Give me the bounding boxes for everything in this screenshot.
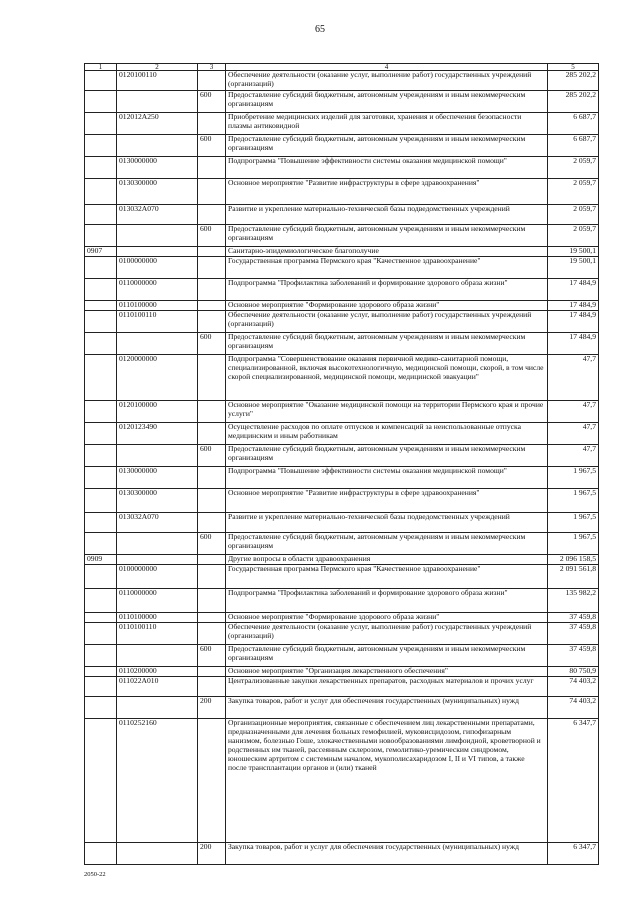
section-code-cell — [85, 300, 117, 310]
section-code-cell — [85, 113, 117, 135]
table-row — [85, 676, 599, 696]
target-code-cell: 0100000000 — [117, 564, 198, 588]
amount-cell: 37 459,8 — [548, 644, 599, 666]
column-header-target-code: 2 — [117, 64, 198, 71]
expense-type-cell — [198, 612, 226, 622]
expense-type-cell — [198, 354, 226, 400]
amount-cell: 6 347,7 — [548, 842, 599, 864]
section-code-cell — [85, 488, 117, 512]
description-cell: Подпрограмма "Совершенствование оказания первичной медико-санитарной помощи, специализированной, включая высокотехнологичную, медицинской помощи, скорой, в том числе скорой специализированной, медицинской помощи, медицинской эвакуации" — [226, 354, 548, 400]
target-code-cell: 0120000000 — [117, 354, 198, 400]
expense-type-cell — [198, 622, 226, 644]
description-cell: Подпрограмма "Повышение эффективности системы оказания медицинской помощи" — [226, 157, 548, 179]
expense-type-cell — [198, 676, 226, 696]
description-cell: Закупка товаров, работ и услуг для обеспечения государственных (муниципальных) нужд — [226, 696, 548, 718]
description-cell: Подпрограмма "Профилактика заболеваний и формирование здорового образа жизни" — [226, 278, 548, 300]
table-row — [85, 554, 599, 564]
target-code-cell — [117, 842, 198, 864]
amount-cell: 17 484,9 — [548, 300, 599, 310]
target-code-cell: 0110100110 — [117, 310, 198, 332]
description-cell: Основное мероприятие "Развитие инфраструктуры в сфере здравоохранения" — [226, 488, 548, 512]
description-cell: Основное мероприятие "Формирование здорового образа жизни" — [226, 300, 548, 310]
section-code-cell — [85, 256, 117, 278]
section-code-cell — [85, 532, 117, 554]
table-row — [85, 113, 599, 135]
description-cell: Предоставление субсидий бюджетным, автономным учреждениям и иным некоммерческим организациям — [226, 91, 548, 113]
target-code-cell: 013032А070 — [117, 512, 198, 532]
description-cell: Приобретение медицинских изделий для заготовки, хранения и обеспечения безопасности плазмы антиковидной — [226, 113, 548, 135]
amount-cell: 1 967,5 — [548, 488, 599, 512]
description-cell: Другие вопросы в области здравоохранения — [226, 554, 548, 564]
section-code-cell — [85, 612, 117, 622]
section-code-cell — [85, 157, 117, 179]
target-code-cell: 0100000000 — [117, 256, 198, 278]
expense-type-cell — [198, 179, 226, 205]
target-code-cell: 0110200000 — [117, 666, 198, 676]
section-code-cell — [85, 278, 117, 300]
description-cell: Государственная программа Пермского края "Качественное здравоохранение" — [226, 564, 548, 588]
expense-type-cell: 200 — [198, 842, 226, 864]
expense-type-cell — [198, 488, 226, 512]
amount-cell: 37 459,8 — [548, 622, 599, 644]
description-cell: Осуществление расходов по оплате отпусков и компенсаций за неиспользованные отпуска медицинским и иным работникам — [226, 422, 548, 444]
section-code-cell — [85, 444, 117, 466]
description-cell: Подпрограмма "Повышение эффективности системы оказания медицинской помощи" — [226, 466, 548, 488]
page-number: 65 — [315, 24, 325, 35]
section-code-cell — [85, 466, 117, 488]
table-row — [85, 696, 599, 718]
expense-type-cell — [198, 400, 226, 422]
section-code-cell — [85, 588, 117, 612]
expense-type-cell: 600 — [198, 91, 226, 113]
amount-cell: 74 403,2 — [548, 676, 599, 696]
table-row — [85, 564, 599, 588]
table-header-row — [85, 64, 599, 71]
amount-cell: 1 967,5 — [548, 512, 599, 532]
target-code-cell: 0130300000 — [117, 179, 198, 205]
target-code-cell: 0130300000 — [117, 488, 198, 512]
target-code-cell — [117, 247, 198, 257]
amount-cell: 47,7 — [548, 354, 599, 400]
amount-cell: 74 403,2 — [548, 696, 599, 718]
column-header-expense-type: 3 — [198, 64, 226, 71]
description-cell: Предоставление субсидий бюджетным, автономным учреждениям и иным некоммерческим организациям — [226, 135, 548, 157]
section-code-cell — [85, 332, 117, 354]
amount-cell: 1 967,5 — [548, 466, 599, 488]
section-code-cell — [85, 225, 117, 247]
section-code-cell — [85, 842, 117, 864]
amount-cell: 6 347,7 — [548, 718, 599, 842]
section-code-cell — [85, 422, 117, 444]
column-header-amount: 5 — [548, 64, 599, 71]
description-cell: Основное мероприятие "Развитие инфраструктуры в сфере здравоохранения" — [226, 179, 548, 205]
document-footer-code: 2050-22 — [84, 871, 106, 878]
section-code-cell — [85, 135, 117, 157]
table-row — [85, 310, 599, 332]
expense-type-cell: 600 — [198, 444, 226, 466]
expense-type-cell: 600 — [198, 644, 226, 666]
table-row — [85, 300, 599, 310]
table-row — [85, 422, 599, 444]
expense-type-cell — [198, 278, 226, 300]
expense-type-cell: 200 — [198, 696, 226, 718]
description-cell: Обеспечение деятельности (оказание услуг, выполнение работ) государственных учреждений (организаций) — [226, 71, 548, 91]
target-code-cell: 0120100000 — [117, 400, 198, 422]
description-cell: Основное мероприятие "Организация лекарственного обеспечения" — [226, 666, 548, 676]
expense-type-cell — [198, 300, 226, 310]
amount-cell: 6 687,7 — [548, 113, 599, 135]
table-row — [85, 622, 599, 644]
description-cell: Обеспечение деятельности (оказание услуг, выполнение работ) государственных учреждений (организаций) — [226, 622, 548, 644]
expense-type-cell — [198, 666, 226, 676]
table-row — [85, 718, 599, 842]
expense-type-cell — [198, 466, 226, 488]
target-code-cell: 0110252160 — [117, 718, 198, 842]
target-code-cell: 011022А010 — [117, 676, 198, 696]
section-code-cell — [85, 179, 117, 205]
expense-type-cell — [198, 310, 226, 332]
section-code-cell — [85, 676, 117, 696]
target-code-cell: 0110100110 — [117, 622, 198, 644]
expense-type-cell — [198, 718, 226, 842]
amount-cell: 37 459,8 — [548, 612, 599, 622]
amount-cell: 80 750,9 — [548, 666, 599, 676]
amount-cell: 135 982,2 — [548, 588, 599, 612]
table-row — [85, 644, 599, 666]
section-code-cell — [85, 310, 117, 332]
expense-type-cell — [198, 71, 226, 91]
target-code-cell: 0110100000 — [117, 300, 198, 310]
expense-type-cell: 600 — [198, 532, 226, 554]
target-code-cell — [117, 696, 198, 718]
table-row — [85, 278, 599, 300]
amount-cell: 2 096 158,5 — [548, 554, 599, 564]
column-header-description: 4 — [226, 64, 548, 71]
table-row — [85, 157, 599, 179]
description-cell: Организационные мероприятия, связанные с обеспечением лиц лекарственными препаратами, предназначенными для лечения больных гемофилией, муковисцидозом, гипофизарным нанизмом, болезнью Гоше, злокачественными новообразованиями лимфоидной, кроветворной и родственных им тканей, рассеянным склерозом, гемолитико-уремическим синдромом, юношеским артритом с системным началом, мукополисахаридозом I, II и VI типов, а также после трансплантации органов и (или) тканей — [226, 718, 548, 842]
expense-type-cell — [198, 564, 226, 588]
target-code-cell: 0120100110 — [117, 71, 198, 91]
description-cell: Закупка товаров, работ и услуг для обеспечения государственных (муниципальных) нужд — [226, 842, 548, 864]
expense-type-cell: 600 — [198, 225, 226, 247]
description-cell: Предоставление субсидий бюджетным, автономным учреждениям и иным некоммерческим организациям — [226, 225, 548, 247]
section-code-cell — [85, 400, 117, 422]
amount-cell: 47,7 — [548, 400, 599, 422]
amount-cell: 2 059,7 — [548, 205, 599, 225]
expense-type-cell — [198, 113, 226, 135]
target-code-cell — [117, 91, 198, 113]
amount-cell: 17 484,9 — [548, 278, 599, 300]
amount-cell: 285 202,2 — [548, 71, 599, 91]
section-code-cell — [85, 91, 117, 113]
section-code-cell — [85, 354, 117, 400]
expense-type-cell — [198, 205, 226, 225]
table-row — [85, 179, 599, 205]
amount-cell: 1 967,5 — [548, 532, 599, 554]
table-row — [85, 842, 599, 864]
section-code-cell — [85, 564, 117, 588]
section-code-cell — [85, 718, 117, 842]
amount-cell: 2 059,7 — [548, 225, 599, 247]
amount-cell: 19 500,1 — [548, 256, 599, 278]
section-code-cell — [85, 205, 117, 225]
description-cell: Предоставление субсидий бюджетным, автономным учреждениям и иным некоммерческим организациям — [226, 532, 548, 554]
description-cell: Предоставление субсидий бюджетным, автономным учреждениям и иным некоммерческим организациям — [226, 332, 548, 354]
amount-cell: 17 484,9 — [548, 310, 599, 332]
description-cell: Основное мероприятие "Формирование здорового образа жизни" — [226, 612, 548, 622]
description-cell: Основное мероприятие "Оказание медицинской помощи на территории Пермского края и прочие услуги" — [226, 400, 548, 422]
amount-cell: 2 091 561,8 — [548, 564, 599, 588]
table-row — [85, 225, 599, 247]
section-code-cell — [85, 622, 117, 644]
table-body — [85, 71, 599, 865]
target-code-cell: 0110000000 — [117, 588, 198, 612]
target-code-cell — [117, 532, 198, 554]
expense-type-cell: 600 — [198, 135, 226, 157]
table-row — [85, 91, 599, 113]
target-code-cell — [117, 225, 198, 247]
description-cell: Подпрограмма "Профилактика заболеваний и формирование здорового образа жизни" — [226, 588, 548, 612]
amount-cell: 47,7 — [548, 444, 599, 466]
table-row — [85, 532, 599, 554]
expense-type-cell — [198, 422, 226, 444]
description-cell: Развитие и укрепление материально-технической базы подведомственных учреждений — [226, 205, 548, 225]
description-cell: Развитие и укрепление материально-технической базы подведомственных учреждений — [226, 512, 548, 532]
table-row — [85, 588, 599, 612]
table-row — [85, 247, 599, 257]
table-row — [85, 400, 599, 422]
table-row — [85, 205, 599, 225]
target-code-cell: 0110100000 — [117, 612, 198, 622]
expense-type-cell — [198, 256, 226, 278]
expense-type-cell — [198, 157, 226, 179]
expense-type-cell — [198, 512, 226, 532]
target-code-cell: 012012А250 — [117, 113, 198, 135]
target-code-cell — [117, 554, 198, 564]
table-row — [85, 444, 599, 466]
table-row — [85, 666, 599, 676]
table-row — [85, 612, 599, 622]
table-row — [85, 488, 599, 512]
amount-cell: 17 484,9 — [548, 332, 599, 354]
table-row — [85, 354, 599, 400]
section-code-cell — [85, 644, 117, 666]
amount-cell: 6 687,7 — [548, 135, 599, 157]
amount-cell: 2 059,7 — [548, 179, 599, 205]
amount-cell: 2 059,7 — [548, 157, 599, 179]
target-code-cell: 013032А070 — [117, 205, 198, 225]
section-code-cell — [85, 696, 117, 718]
amount-cell: 47,7 — [548, 422, 599, 444]
amount-cell: 19 500,1 — [548, 247, 599, 257]
target-code-cell — [117, 135, 198, 157]
table-row — [85, 332, 599, 354]
table-row — [85, 71, 599, 91]
target-code-cell: 0130000000 — [117, 157, 198, 179]
expense-type-cell — [198, 588, 226, 612]
budget-table — [84, 63, 599, 865]
description-cell: Предоставление субсидий бюджетным, автономным учреждениям и иным некоммерческим организациям — [226, 644, 548, 666]
table-row — [85, 135, 599, 157]
expense-type-cell — [198, 247, 226, 257]
section-code-cell: 0907 — [85, 247, 117, 257]
section-code-cell: 0909 — [85, 554, 117, 564]
description-cell: Предоставление субсидий бюджетным, автономным учреждениям и иным некоммерческим организациям — [226, 444, 548, 466]
table-row — [85, 256, 599, 278]
target-code-cell: 0130000000 — [117, 466, 198, 488]
target-code-cell: 0120123490 — [117, 422, 198, 444]
section-code-cell — [85, 666, 117, 676]
table-row — [85, 512, 599, 532]
expense-type-cell: 600 — [198, 332, 226, 354]
table-row — [85, 466, 599, 488]
section-code-cell — [85, 512, 117, 532]
target-code-cell — [117, 444, 198, 466]
expense-type-cell — [198, 554, 226, 564]
column-header-section: 1 — [85, 64, 117, 71]
amount-cell: 285 202,2 — [548, 91, 599, 113]
description-cell: Государственная программа Пермского края "Качественное здравоохранение" — [226, 256, 548, 278]
description-cell: Санитарно-эпидемиологическое благополучие — [226, 247, 548, 257]
description-cell: Централизованные закупки лекарственных препаратов, расходных материалов и прочих услуг — [226, 676, 548, 696]
section-code-cell — [85, 71, 117, 91]
target-code-cell: 0110000000 — [117, 278, 198, 300]
target-code-cell — [117, 644, 198, 666]
target-code-cell — [117, 332, 198, 354]
description-cell: Обеспечение деятельности (оказание услуг, выполнение работ) государственных учреждений (организаций) — [226, 310, 548, 332]
